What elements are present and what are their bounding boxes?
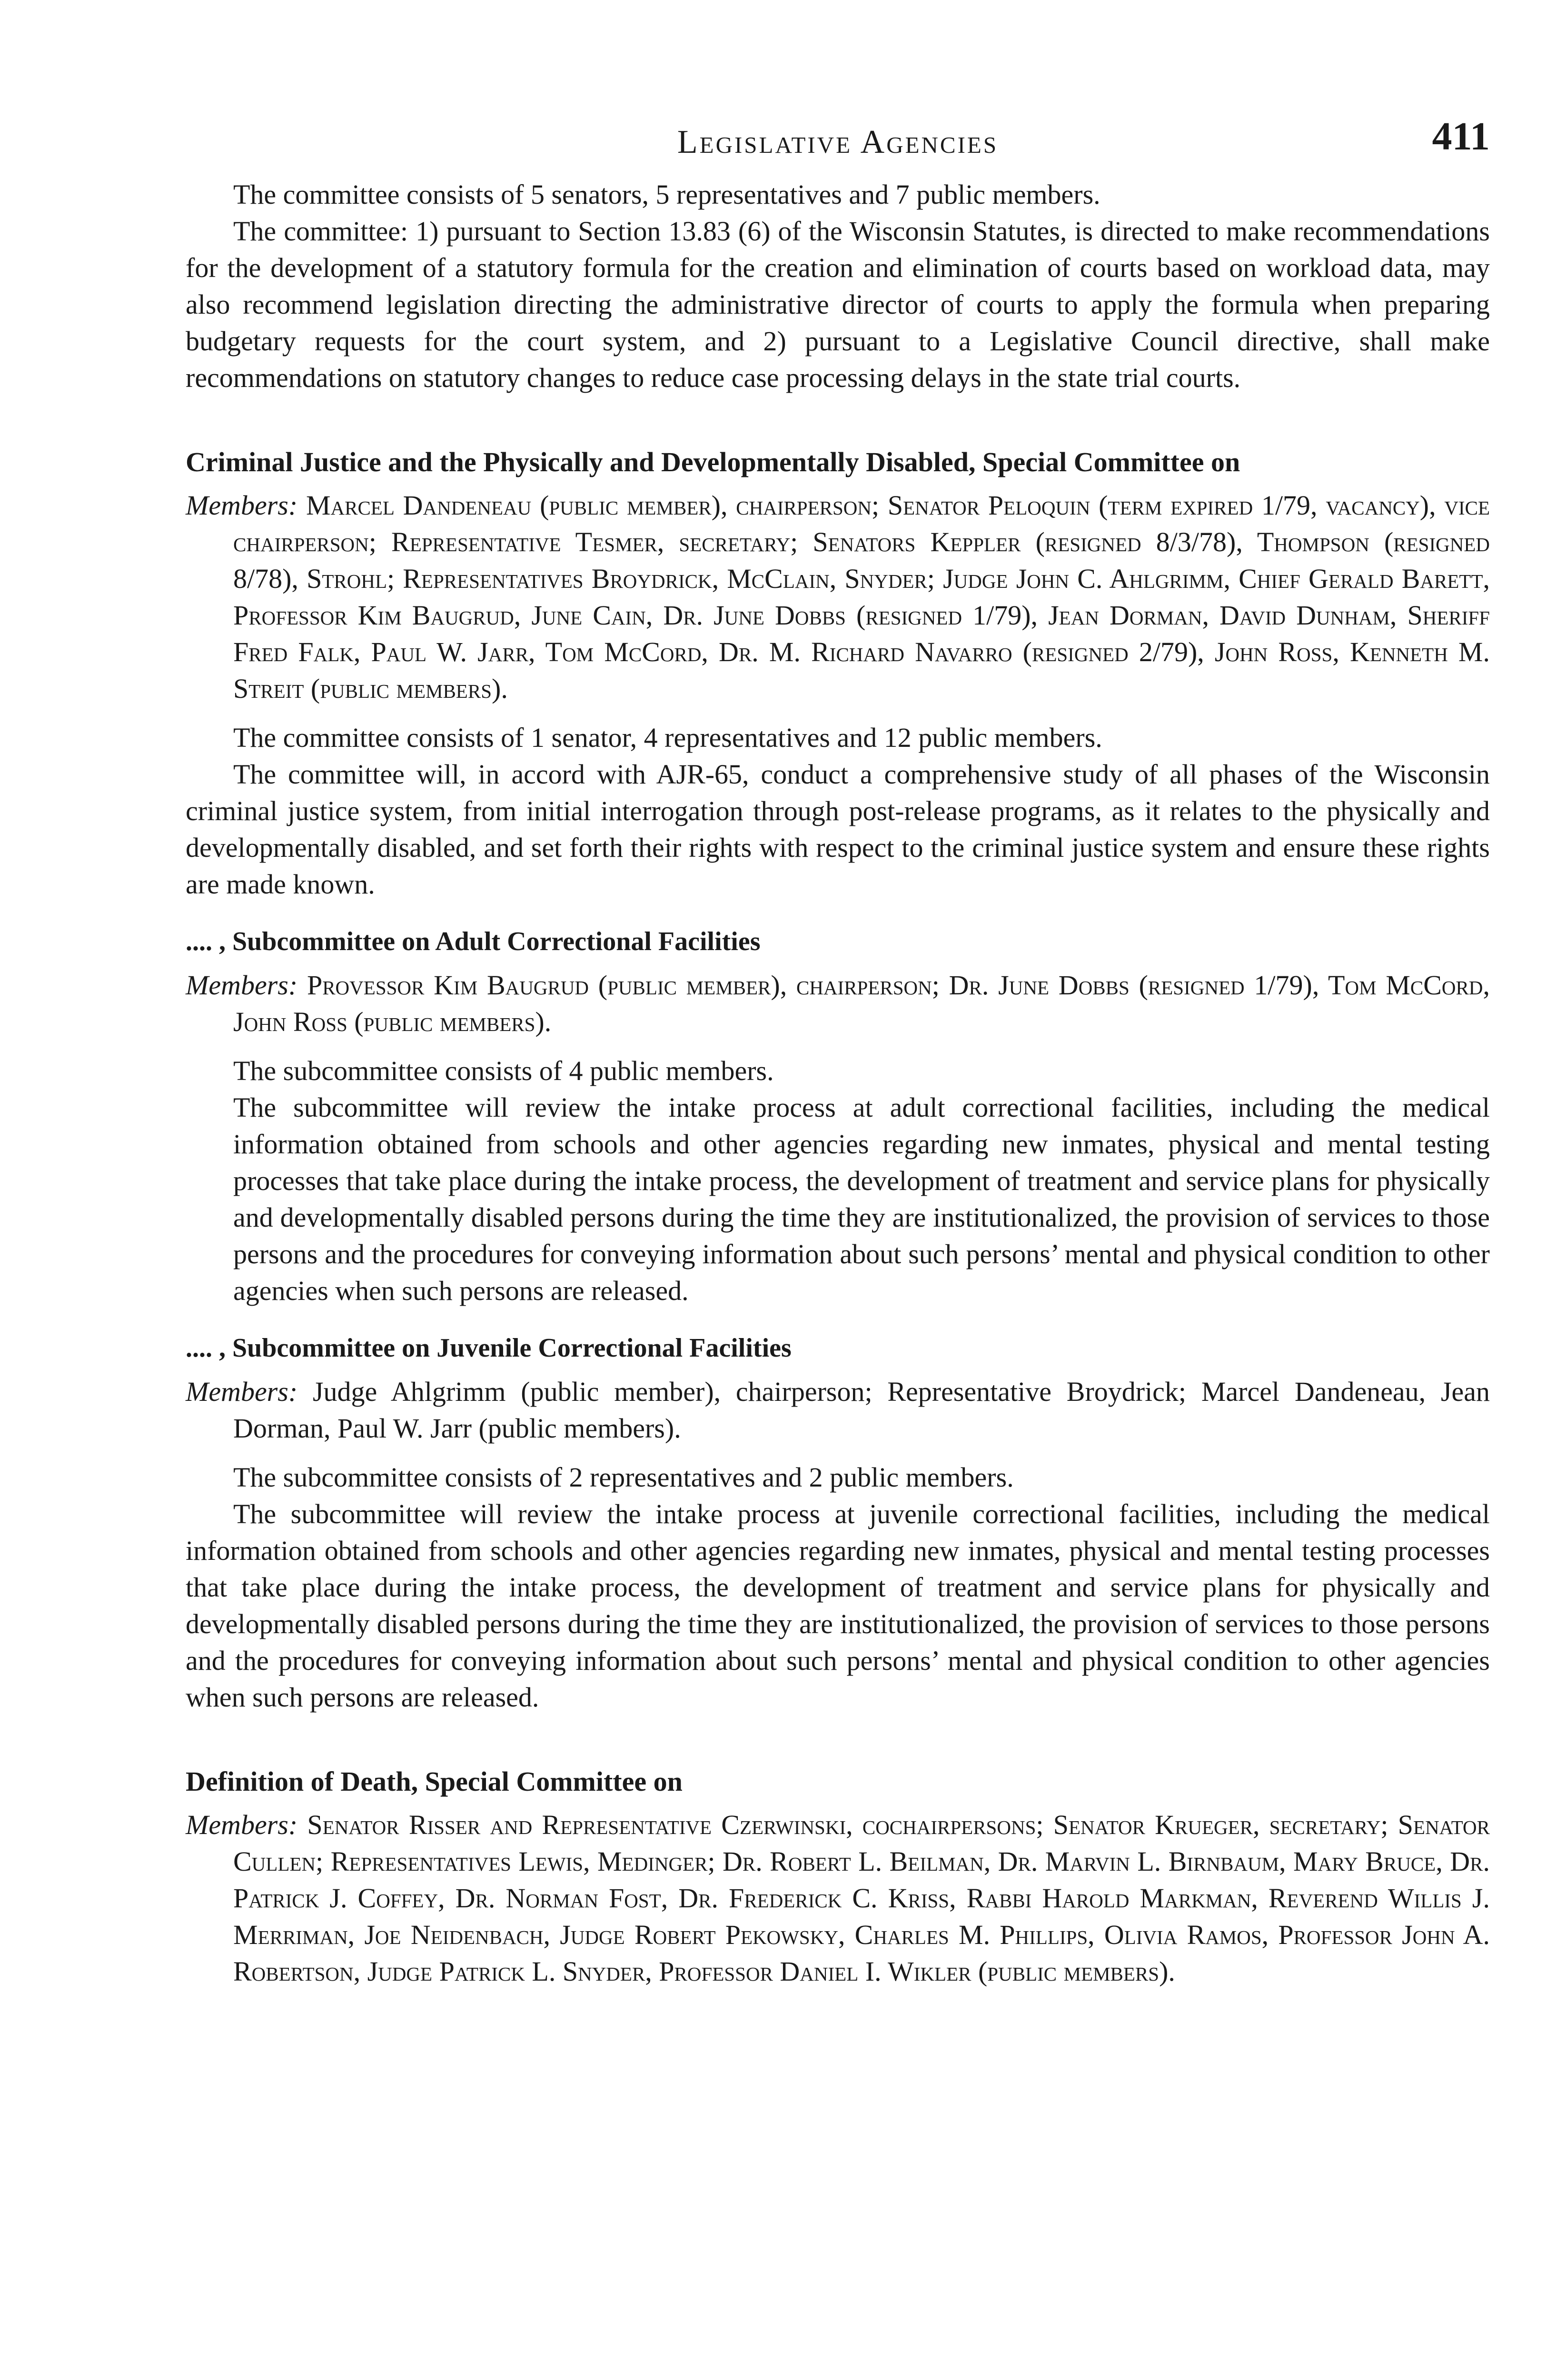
intro-paragraph-2: The committee: 1) pursuant to Section 13.83 (6) of the Wisconsin Statutes, is directed to make recommendations for the development of a statutory formula for the creation and elimination of courts based on workload data, may also recommend legislation directing the administrative director of courts to apply the formula when preparing budgetary requests for the court system, and 2) pursuant to a Legislative Council directive, shall make recommendations on statutory changes to reduce case processing delays in the state trial courts. [186, 216, 1490, 393]
members-label: Members: [186, 970, 298, 1001]
juvenile-subcommittee-description: The subcommittee will review the intake process at juvenile correctional facilities, including the medical information obtained from schools and other agencies regarding new inmates, physical and mental testing processes that take place during the intake process, the development of treatment and service plans for physically and developmentally disabled persons during the time they are institutionalized, the provision of services to those persons and the procedures for conveying information about such persons’ mental and physical condition to other agencies when such persons are released. [186, 1498, 1490, 1713]
criminal-justice-heading: Criminal Justice and the Physically and Developmentally Disabled, Special Committee on [186, 446, 1240, 477]
document-page [186, 109, 1490, 2002]
criminal-justice-composition: The committee consists of 1 senator, 4 representatives and 12 public members. [233, 722, 1102, 753]
definition-of-death-heading: Definition of Death, Special Committee on [186, 1766, 683, 1797]
criminal-justice-members [186, 487, 1490, 707]
juvenile-subcommittee-heading: .... , Subcommittee on Juvenile Correctional Facilities [186, 1333, 792, 1363]
adult-subcommittee-description: The subcommittee will review the intake process at adult correctional facilities, including the medical information obtained from schools and other agencies regarding new inmates, physical and mental testing processes that take place during the intake process, the development of treatment and service plans for physically and developmentally disabled persons during the time they are institutionalized, the provision of services to those persons and the procedures for conveying information about such persons’ mental and physical condition to other agencies when such persons are released. [233, 1092, 1490, 1306]
adult-subcommittee-heading: .... , Subcommittee on Adult Correctional Facilities [186, 927, 761, 956]
juvenile-subcommittee-composition: The subcommittee consists of 2 representatives and 2 public members. [233, 1462, 1014, 1493]
running-title: Legislative Agencies [677, 124, 999, 160]
members-label: Members: [186, 1376, 298, 1407]
members-list: Marcel Dandeneau (public member), chairperson; Senator Peloquin (term expired 1/79, vacancy), vice chairperson; Representative Tesmer, secretary; Senators Keppler (resigned 8/3/78), Thompson (resigned 8/78), Strohl; Representatives Broydrick, McClain, Snyder; Judge John C. Ahlgrimm, Chief Gerald Barett, Professor Kim Baugrud, June Cain, Dr. June Dobbs (resigned 1/79), Jean Dorman, David Dunham, Sheriff Fred Falk, Paul W. Jarr, Tom McCord, Dr. M. Richard Navarro (resigned 2/79), John Ross, Kenneth M. Streit (public members). [233, 490, 1490, 704]
running-head [186, 109, 1490, 162]
intro-paragraph-1: The committee consists of 5 senators, 5 representatives and 7 public members. [233, 179, 1100, 210]
adult-subcommittee-body [186, 1052, 1490, 1309]
definition-of-death-members [186, 1806, 1490, 1990]
page-number: 411 [1432, 114, 1490, 159]
members-label: Members: [186, 1809, 298, 1840]
members-label: Members: [186, 490, 298, 521]
members-list: Provessor Kim Baugrud (public member), chairperson; Dr. June Dobbs (resigned 1/79), Tom McCord, John Ross (public members). [233, 970, 1490, 1037]
adult-subcommittee-composition: The subcommittee consists of 4 public members. [233, 1055, 774, 1086]
juvenile-subcommittee-members [186, 1373, 1490, 1447]
criminal-justice-description: The committee will, in accord with AJR-65, conduct a comprehensive study of all phases of the Wisconsin criminal justice system, from initial interrogation through post-release programs, as it relates to the physically and developmentally disabled, and set forth their rights with respect to the criminal justice system and ensure these rights are made known. [186, 759, 1490, 900]
members-list: Senator Risser and Representative Czerwinski, cochairpersons; Senator Krueger, secretary; Senator Cullen; Representatives Lewis, Medinger; Dr. Robert L. Beilman, Dr. Marvin L. Birnbaum, Mary Bruce, Dr. Patrick J. Coffey, Dr. Norman Fost, Dr. Frederick C. Kriss, Rabbi Harold Markman, Reverend Willis J. Merriman, Joe Neidenbach, Judge Robert Pekowsky, Charles M. Phillips, Olivia Ramos, Professor John A. Robertson, Judge Patrick L. Snyder, Professor Daniel I. Wikler (public members). [233, 1809, 1490, 1987]
members-list: Judge Ahlgrimm (public member), chairperson; Representative Broydrick; Marcel Dandeneau, Jean Dorman, Paul W. Jarr (public members). [233, 1376, 1490, 1444]
adult-subcommittee-members [186, 967, 1490, 1040]
